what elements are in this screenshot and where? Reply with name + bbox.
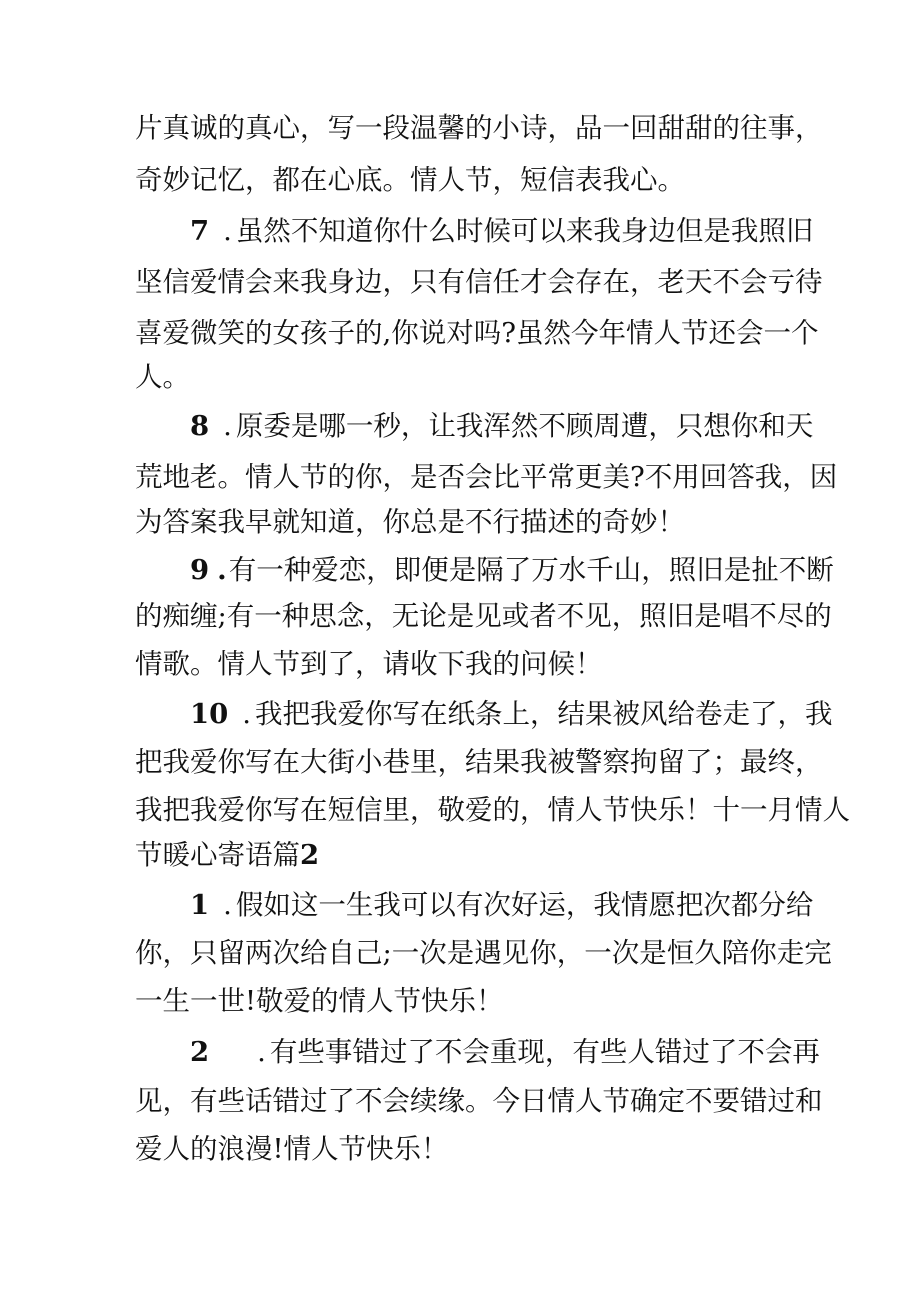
text-line xyxy=(135,108,823,148)
text-line xyxy=(135,835,319,875)
line-text: 我把我爱你写在短信里，敬爱的，情人节快乐！十一月情人 xyxy=(135,794,850,826)
line-text: 有一种爱恋，即便是隔了万水千山，照旧是扯不断 xyxy=(228,554,834,586)
text-line xyxy=(135,742,823,782)
line-text: 虽然不知道你什么时候可以来我身边但是我照旧 xyxy=(235,215,814,247)
text-line xyxy=(135,262,823,302)
list-item-start xyxy=(190,211,813,251)
line-text: 节暖心寄语篇 xyxy=(135,839,300,871)
text-line xyxy=(135,457,837,497)
list-item-start xyxy=(190,406,813,446)
item-separator: . xyxy=(217,554,227,586)
item-separator: . xyxy=(223,889,232,921)
line-text: 假如这一生我可以有次好运，我情愿把次都分给 xyxy=(235,889,814,921)
text-line xyxy=(135,933,832,973)
line-text: 人。 xyxy=(135,361,190,393)
item-separator: . xyxy=(242,698,252,730)
text-line xyxy=(135,1129,449,1169)
text-line xyxy=(135,1081,823,1121)
line-text: 你，只留两次给自己;一次是遇见你，一次是恒久陪你走完 xyxy=(135,937,832,969)
text-line xyxy=(135,981,504,1021)
item-number: 7 xyxy=(190,215,210,247)
text-line xyxy=(135,357,190,397)
item-separator: . xyxy=(223,215,232,247)
text-line xyxy=(135,790,850,830)
line-text: 把我爱你写在大街小巷里，结果我被警察拘留了；最终， xyxy=(135,746,823,778)
line-text: 我把我爱你写在纸条上，结果被风给卷走了，我 xyxy=(255,698,833,730)
line-text: 情歌。情人节到了，请收下我的问候！ xyxy=(135,648,603,680)
line-text: 见，有些话错过了不会续缘。今日情人节确定不要错过和 xyxy=(135,1085,823,1117)
text-line xyxy=(135,313,818,353)
item-number: 8 xyxy=(190,410,210,442)
text-line xyxy=(135,502,685,542)
item-number: 1 xyxy=(190,889,210,921)
item-number: 9 xyxy=(190,554,210,586)
line-text: 坚信爱情会来我身边，只有信任才会存在，老天不会亏待 xyxy=(135,266,823,298)
item-separator: . xyxy=(223,410,232,442)
item-separator: . xyxy=(257,1036,266,1068)
line-text: 奇妙记忆，都在心底。情人节，短信表我心。 xyxy=(135,164,685,196)
line-text: 有些事错过了不会重现，有些人错过了不会再 xyxy=(269,1036,820,1068)
text-line xyxy=(135,160,685,200)
line-text: 片真诚的真心，写一段温馨的小诗，品一回甜甜的往事， xyxy=(135,112,823,144)
text-line xyxy=(135,596,832,636)
list-item-start xyxy=(190,694,833,734)
line-text: 为答案我早就知道，你总是不行描述的奇妙！ xyxy=(135,506,685,538)
item-number: 10 xyxy=(190,698,229,730)
item-number: 2 xyxy=(190,1036,210,1068)
list-item-start xyxy=(190,1032,820,1072)
text-line xyxy=(135,644,603,684)
line-text: 的痴缠;有一种思念，无论是见或者不见，照旧是唱不尽的 xyxy=(135,600,832,632)
line-text: 喜爱微笑的女孩子的,你说对吗?虽然今年情人节还会一个 xyxy=(135,317,819,349)
line-text: 荒地老。情人节的你，是否会比平常更美?不用回答我，因 xyxy=(135,461,838,493)
list-item-start xyxy=(190,885,813,925)
list-item-start xyxy=(190,550,834,590)
line-text: 爱人的浪漫!情人节快乐！ xyxy=(135,1133,449,1165)
line-text: 原委是哪一秒，让我浑然不顾周遭，只想你和天 xyxy=(235,410,814,442)
section-number: 2 xyxy=(300,839,320,871)
line-text: 一生一世!敬爱的情人节快乐！ xyxy=(135,985,504,1017)
